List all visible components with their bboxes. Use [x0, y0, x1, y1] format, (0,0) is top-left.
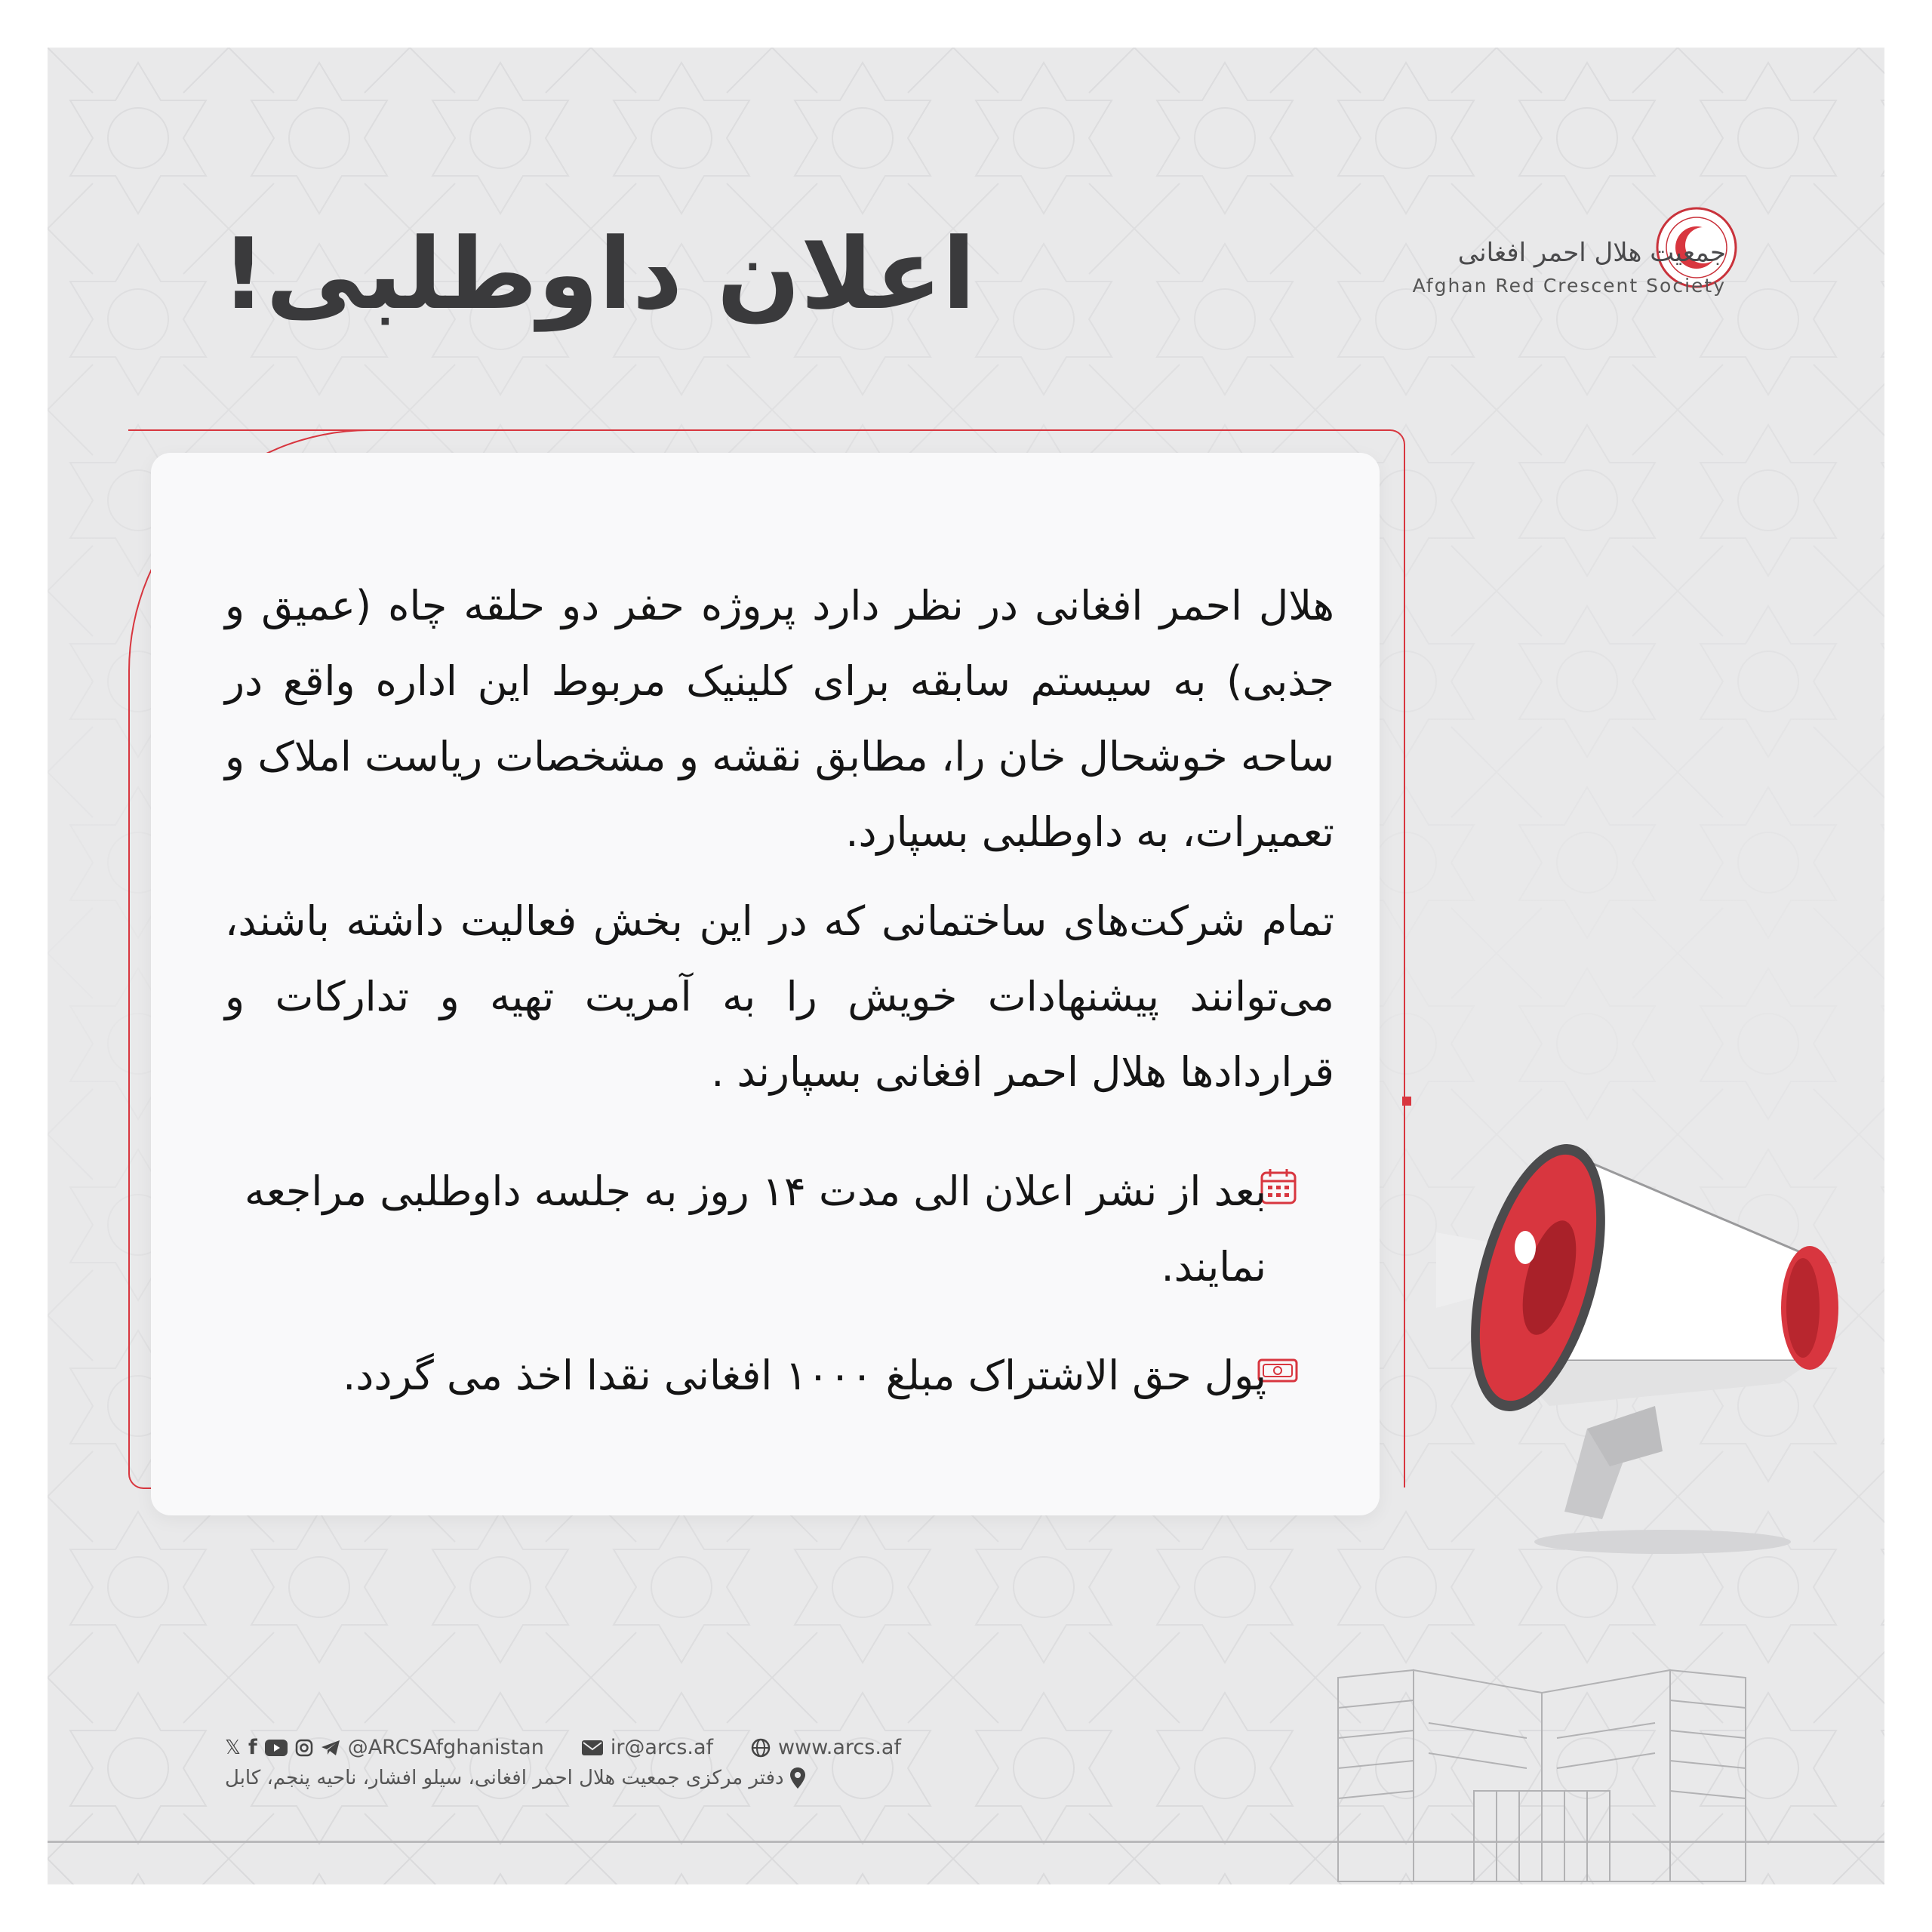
announcement-poster	[48, 48, 1884, 1884]
x-icon[interactable]: 𝕏	[225, 1736, 241, 1759]
location-pin-icon	[790, 1767, 805, 1789]
announcement-body	[225, 568, 1334, 1124]
brand-name	[1413, 235, 1726, 301]
paragraph-2: تمام شرکت‌های ساختمانی که در این بخش فعالیت داشته باشند، می‌توانند پیشنهادات خویش را به آمریت تهیه و تدارکات و قراردادها هلال احمر افغانی بسپارند .	[225, 897, 1334, 1096]
youtube-icon[interactable]	[265, 1740, 288, 1756]
facebook-icon[interactable]: f	[248, 1736, 257, 1759]
website-link[interactable]: www.arcs.af	[778, 1736, 901, 1759]
email-link[interactable]: ir@arcs.af	[610, 1736, 714, 1759]
social-handle[interactable]: @ARCSAfghanistan	[347, 1736, 544, 1759]
accent-dot	[1402, 1097, 1411, 1106]
telegram-icon[interactable]	[321, 1740, 340, 1756]
bullet-item-1: بعد از نشر اعلان الی مدت ۱۴ روز به جلسه داوطلبی مراجعه نمایند.	[245, 1168, 1266, 1291]
page-title: اعلان داوطلبی!	[221, 217, 976, 331]
email-icon	[582, 1740, 603, 1755]
instagram-icon[interactable]	[295, 1739, 313, 1757]
globe-icon	[751, 1738, 771, 1758]
footer-links	[225, 1736, 901, 1759]
headquarters-building-illustration	[1323, 1663, 1761, 1884]
address-text: دفتر مرکزی جمعیت هلال احمر افغانی، سیلو افشار، ناحیه پنجم، کابل	[225, 1767, 784, 1789]
paragraph-1: هلال احمر افغانی در نظر دارد پروژه حفر دو حلقه چاه (عمیق و جذبی) به سیستم سابقه برای کلینیک مربوط این اداره واقع در ساحه خوشحال خان را، مطابق نقشه و مشخصات ریاست املاک و تعمیرات، به داوطلبی بسپارد.	[225, 582, 1334, 856]
bullet-item-2: پول حق الاشتراک مبلغ ۱۰۰۰ افغانی نقدا اخذ می گردد.	[343, 1352, 1266, 1399]
brand-name-fa: جمعیت هلال احمر افغانی	[1457, 238, 1726, 268]
brand-name-en: Afghan Red Crescent Society	[1412, 275, 1726, 297]
footer-address	[225, 1767, 805, 1789]
megaphone-icon	[1436, 1134, 1859, 1557]
